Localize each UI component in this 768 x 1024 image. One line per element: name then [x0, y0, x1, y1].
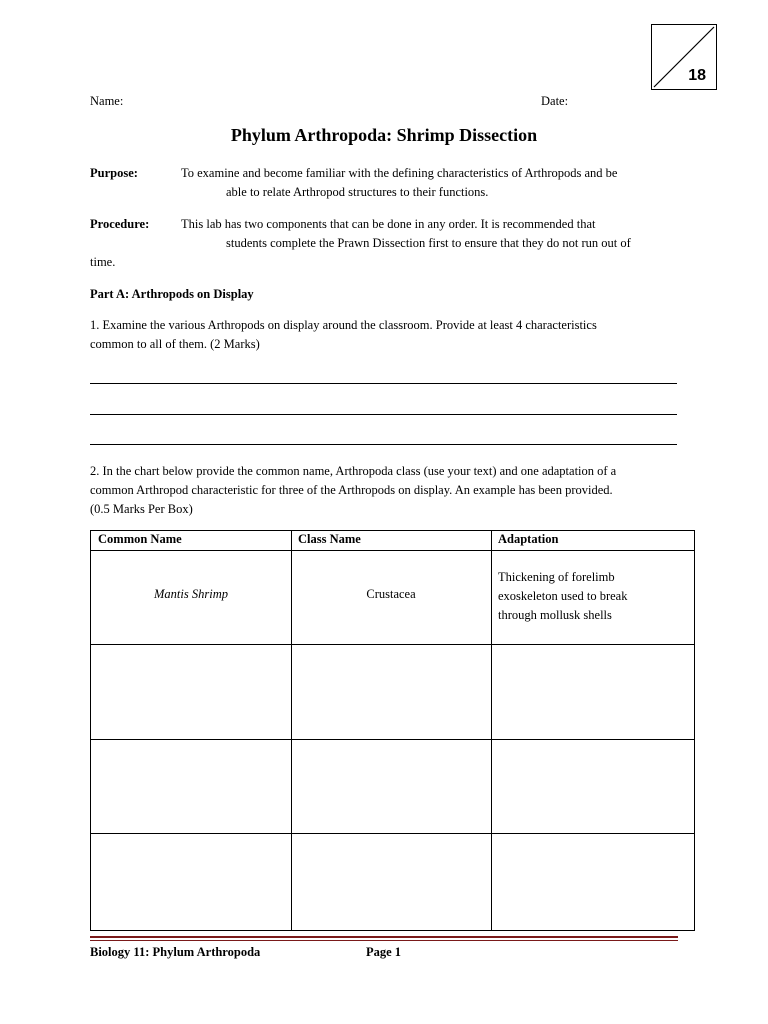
score-box	[651, 24, 717, 90]
answer-line[interactable]	[90, 444, 677, 445]
procedure-text-line2: students complete the Prawn Dissection first to ensure that they do not run out of	[226, 236, 631, 250]
answer-cell-common-name[interactable]	[91, 834, 291, 930]
question2-line2: common Arthropod characteristic for three of the Arthropods on display. An example has been provided.	[90, 483, 613, 497]
purpose-text-line1: To examine and become familiar with the defining characteristics of Arthropods and be	[181, 166, 618, 180]
answer-cell-class-name[interactable]	[292, 740, 491, 833]
answer-cell-adaptation[interactable]	[492, 740, 694, 833]
answer-cell-adaptation[interactable]	[492, 834, 694, 930]
purpose-label: Purpose:	[90, 166, 138, 180]
name-label: Name:	[90, 94, 124, 108]
example-adaptation-line1: Thickening of forelimb	[498, 570, 615, 584]
table-row-divider	[91, 550, 694, 551]
answer-line[interactable]	[90, 383, 677, 384]
page-title: Phylum Arthropoda: Shrimp Dissection	[230, 125, 538, 145]
answer-line[interactable]	[90, 414, 677, 415]
procedure-text-line1: This lab has two components that can be done in any order. It is recommended that	[181, 217, 596, 231]
arthropod-chart-table	[90, 530, 695, 931]
footer-course-title: Biology 11: Phylum Arthropoda	[90, 945, 261, 959]
example-adaptation-line3: through mollusk shells	[498, 608, 612, 622]
date-label: Date:	[541, 94, 569, 108]
example-adaptation	[498, 568, 627, 625]
example-class-name: Crustacea	[366, 587, 416, 601]
footer-rule	[90, 940, 678, 941]
footer-rule	[90, 936, 678, 938]
header-common-name: Common Name	[98, 532, 182, 546]
answer-cell-class-name[interactable]	[292, 834, 491, 930]
score-value: 18	[688, 67, 706, 84]
answer-cell-class-name[interactable]	[292, 645, 491, 739]
question1-line2: common to all of them. (2 Marks)	[90, 337, 260, 351]
example-common-name: Mantis Shrimp	[154, 587, 228, 601]
example-adaptation-line2: exoskeleton used to break	[498, 589, 628, 603]
footer-page-number: Page 1	[366, 945, 402, 959]
answer-cell-adaptation[interactable]	[492, 645, 694, 739]
procedure-text-line3: time.	[90, 255, 116, 269]
question2-line1: 2. In the chart below provide the common name, Arthropoda class (use your text) and one adaptation of a	[90, 464, 617, 478]
question2-line3: (0.5 Marks Per Box)	[90, 502, 193, 516]
question1-line1: 1. Examine the various Arthropods on display around the classroom. Provide at least 4 characteristics	[90, 318, 597, 332]
answer-cell-common-name[interactable]	[91, 645, 291, 739]
diagonal-slash	[652, 25, 716, 89]
procedure-label: Procedure:	[90, 217, 150, 231]
purpose-text-line2: able to relate Arthropod structures to their functions.	[226, 185, 489, 199]
header-class-name: Class Name	[298, 532, 361, 546]
header-adaptation: Adaptation	[498, 532, 559, 546]
part-a-heading: Part A: Arthropods on Display	[90, 287, 254, 301]
answer-cell-common-name[interactable]	[91, 740, 291, 833]
